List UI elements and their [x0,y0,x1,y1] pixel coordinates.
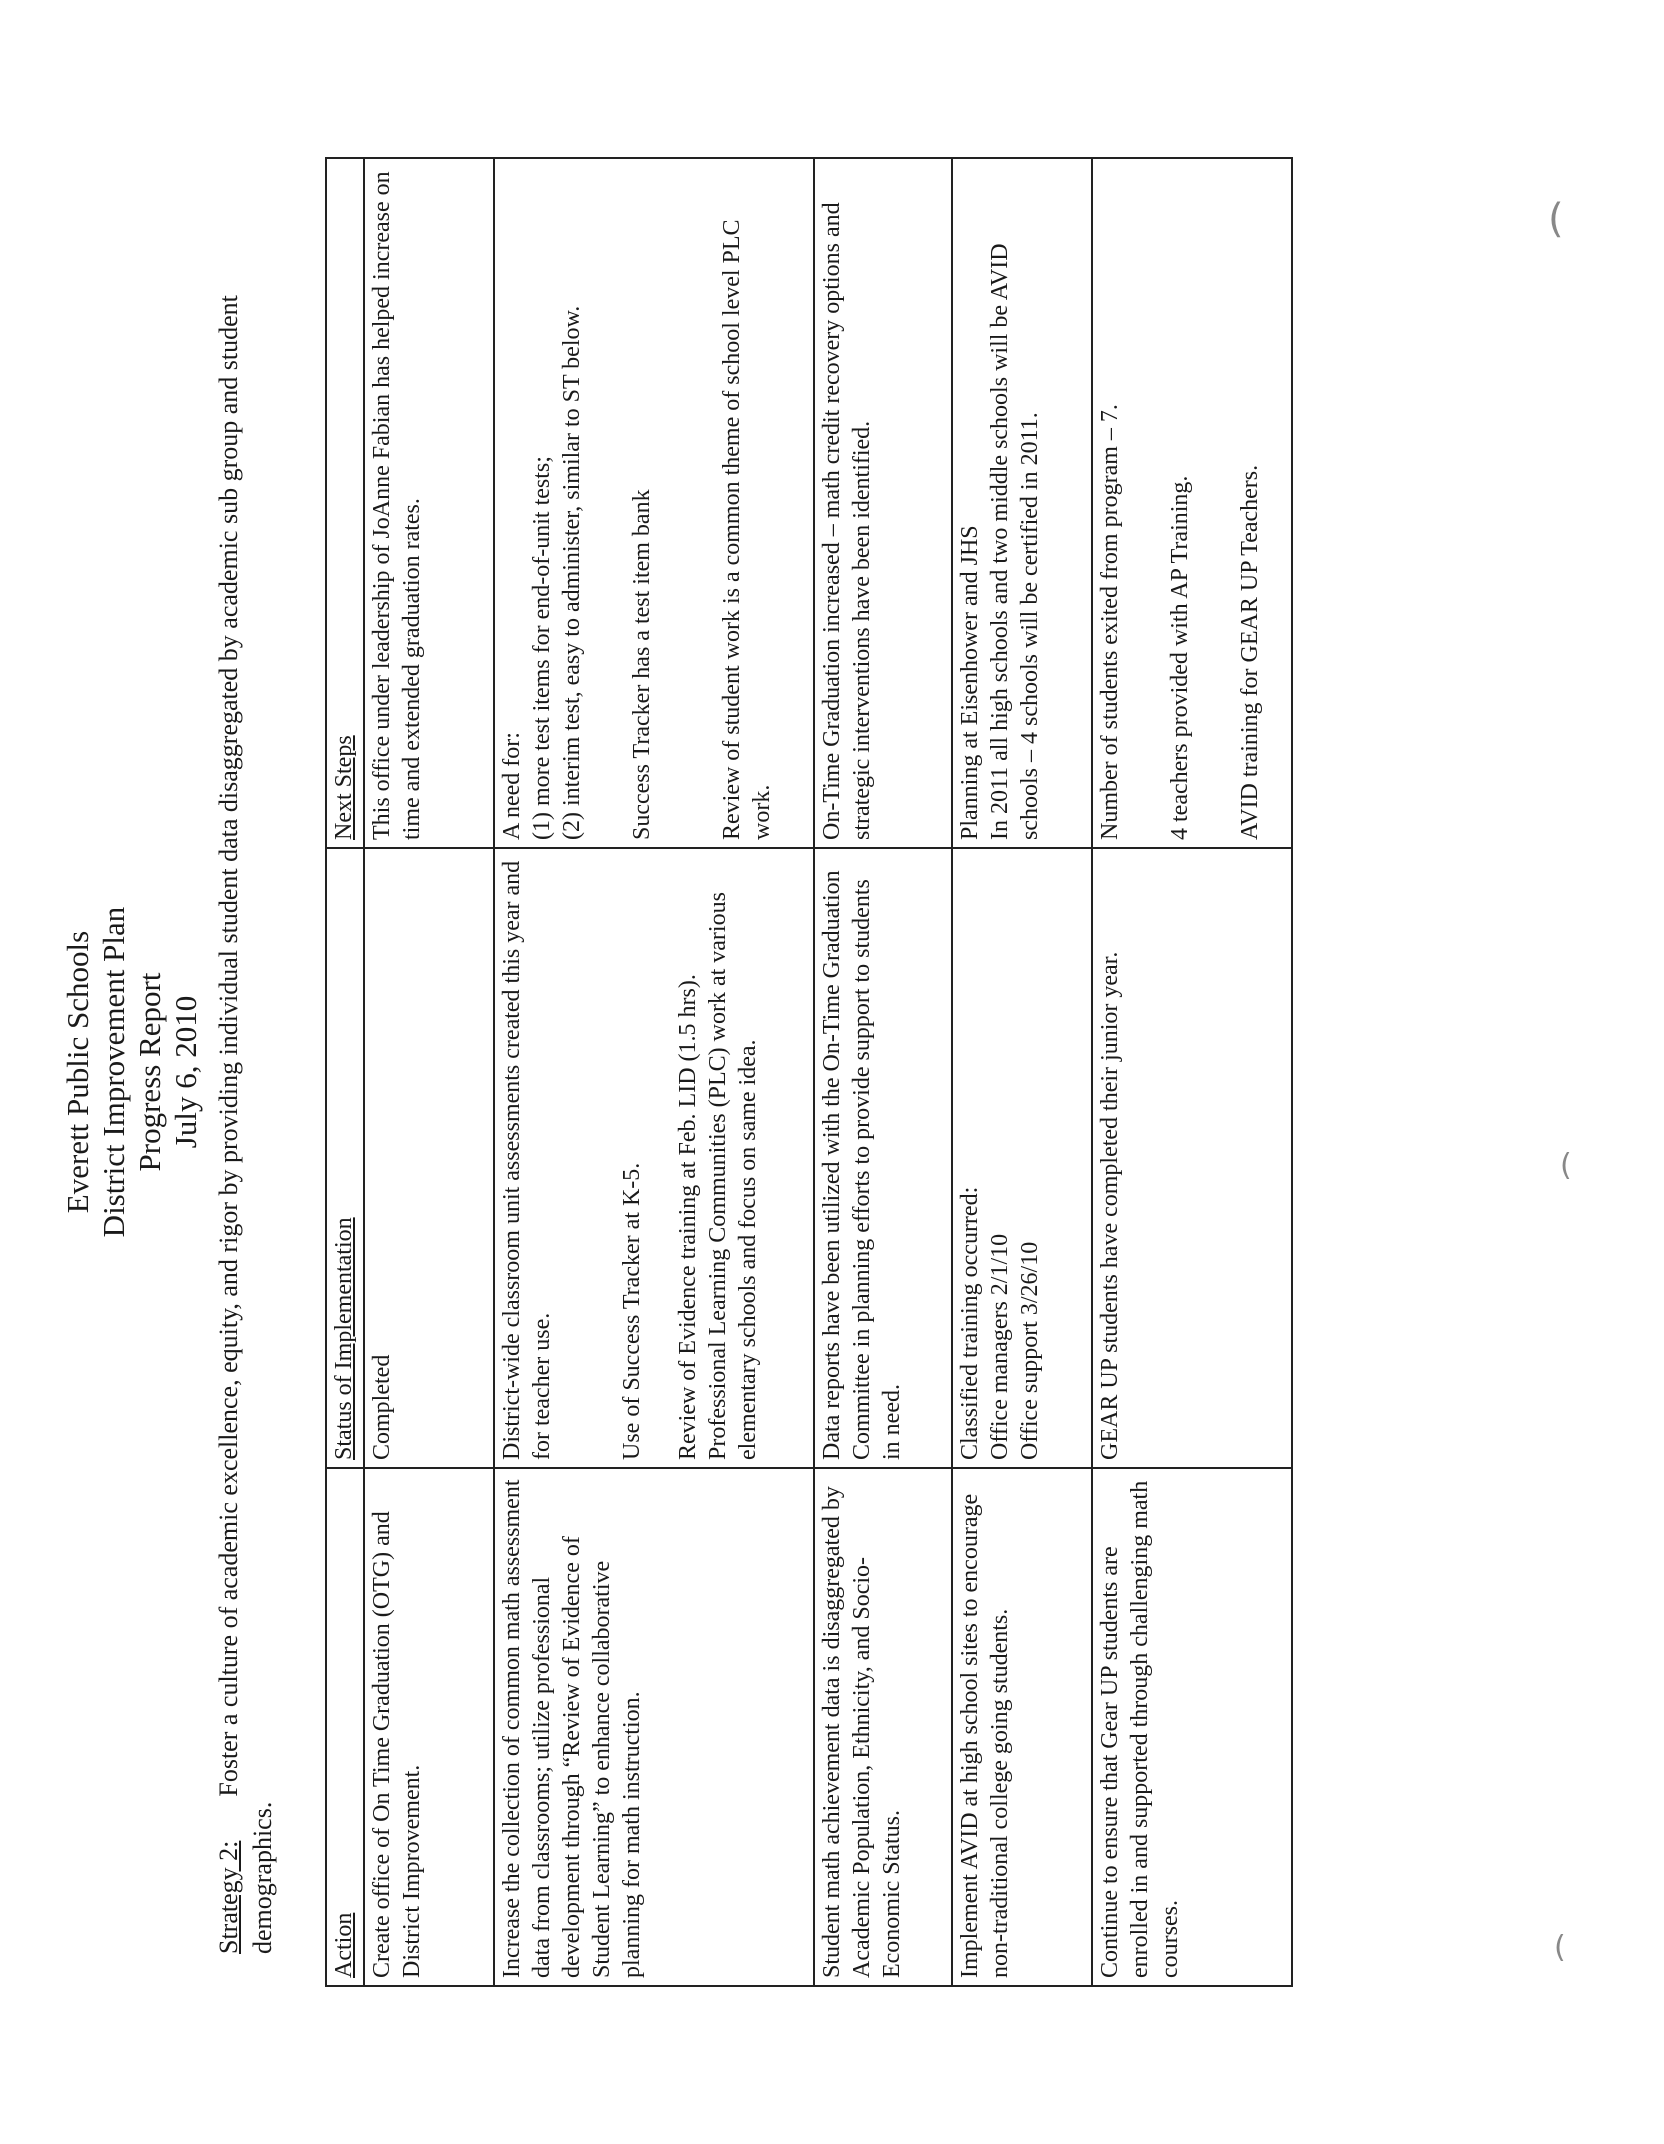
scan-margin-mark: ( [1548,196,1564,242]
next-steps-cell: Planning at Eisenhower and JHS In 2011 all high schools and two middle schools will be AVID schools – 4 schools will be certified in 2011. [952,158,1092,848]
next-steps-cell: On-Time Graduation increased – math credit recovery options and strategic interventions have been identified. [814,158,952,848]
action-cell: Continue to ensure that Gear UP students are enrolled in and supported through challenging math courses. [1092,1468,1292,1986]
strategy-statement [212,194,280,1954]
status-cell: Completed [364,848,494,1468]
report-date: July 6, 2010 [168,995,203,1149]
table-row [364,158,494,1986]
table-row [494,158,814,1986]
table-header-row [326,158,364,1986]
status-cell: Classified training occurred: Office managers 2/1/10 Office support 3/26/10 [952,848,1092,1468]
table-row [1092,158,1292,1986]
strategy-label: Strategy 2: [214,1840,243,1954]
action-cell: Increase the collection of common math assessment data from classrooms; utilize professional development through “Review of Evidence of Student Learning” to enhance collaborative planning for math instruction. [494,1468,814,1986]
status-cell: District-wide classroom unit assessments created this year and for teacher use. Use of Success Tracker at K-5. Review of Evidence training at Feb. LID (1.5 hrs). Professional Learning Communities (PLC) work at various elementary schools and focus on same idea. [494,848,814,1468]
table-row [814,158,952,1986]
scan-margin-mark: ( [1554,1930,1566,1965]
plan-title: District Improvement Plan [96,906,131,1238]
action-cell: Student math achievement data is disaggregated by Academic Population, Ethnicity, and Socio-Economic Status. [814,1468,952,1986]
status-cell: GEAR UP students have completed their junior year. [1092,848,1292,1468]
table-row [952,158,1092,1986]
action-cell: Implement AVID at high school sites to encourage non-traditional college going students. [952,1468,1092,1986]
progress-table [325,157,1293,1987]
status-cell: Data reports have been utilized with the On-Time Graduation Committee in planning efforts to provide support to students in need. [814,848,952,1468]
organization-name: Everett Public Schools [60,930,95,1214]
column-header-next-steps: Next Steps [326,158,364,848]
report-title: Progress Report [132,972,167,1172]
scan-margin-mark: ( [1560,1148,1572,1183]
strategy-text: Foster a culture of academic excellence, equity, and rigor by providing individual student data disaggregated by academic sub group and student demographics. [214,295,277,1954]
next-steps-cell: This office under leadership of JoAnne Fabian has helped increase on time and extended graduation rates. [364,158,494,848]
column-header-action: Action [326,1468,364,1986]
next-steps-cell: Number of students exited from program – 7. 4 teachers provided with AP Training. AVID training for GEAR UP Teachers. [1092,158,1292,848]
next-steps-cell: A need for: (1) more test items for end-of-unit tests; (2) interim test, easy to administer, similar to ST below. Success Tracker has a test item bank Review of student work is a common theme of school level PLC work. [494,158,814,848]
column-header-status: Status of Implementation [326,848,364,1468]
action-cell: Create office of On Time Graduation (OTG) and District Improvement. [364,1468,494,1986]
document-header [60,0,204,2144]
